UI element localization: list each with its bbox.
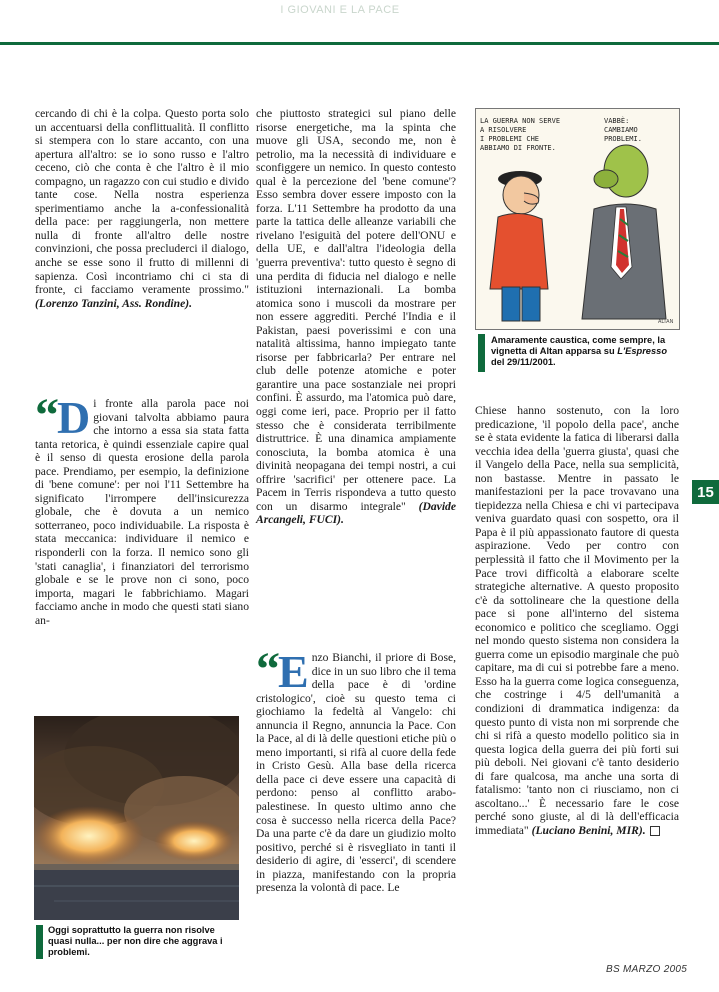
page-number-tab: 15 — [692, 480, 719, 504]
cartoon-caption-bar — [478, 334, 485, 372]
svg-text:ALTAN: ALTAN — [658, 319, 674, 325]
speech-left-3: I PROBLEMI CHE — [480, 135, 540, 143]
column-2-text — [256, 107, 456, 527]
smoke-explosion-image — [34, 716, 239, 920]
speech-right-3: PROBLEMI. — [604, 135, 642, 143]
para3-body: nzo Bianchi, il priore di Bose, dice in un suo libro che il tema della pace è di 'ordine cristologico', cioè su questo tema ci giochiamo la fedeltà al Vangelo: chi annuncia il Regno, annuncia la Pace. Con la Pace, al di là delle questioni etiche più o meno importanti, si rifà al cuore della fede in Cristo Gesù. Alla base della ricerca della pace ci deve essere una capacità di perdono: penso al conflitto arabo-palestinese. In questo ultimo anno che cosa è successo nella ricerca della Pace? Da una parte c'è da dare un giudizio molto positivo, perché si è risvegliato in tanti il desiderio di agire, di 'esserci', di scendere in piazza, manifestando con la propria presenza la volontà di pace. Le — [256, 651, 456, 895]
col1-body: cercando di chi è la colpa. Questo porta solo un accentuarsi della conflittualità. Il conflitto si stempera con lo stare accanto, con una apertura all'altro: se io sono russo e l'altro ceceno, ciò che conta è che l'altro è il mio compagno, un ragazzo con cui studio e divido tante cose. Nella nostra esperienza sperimentiamo anche la a-confessionalità della pace: per raggiungerla, non mettere nulla di fronte all'altro delle nostre convinzioni, che possa precluderci il dialogo, anche se esse sono il frutto di millenni di sapienza. Così incontriamo chi ci sta di fronte, ci facciamo veramente prossimo." — [35, 107, 249, 297]
col1-signature: (Lorenzo Tanzini, Ass. Rondine). — [35, 296, 192, 310]
col3-signature: (Luciano Benini, MIR). — [531, 823, 646, 837]
open-quote-mark: “ — [35, 389, 53, 442]
footer-issue: BS MARZO 2005 — [606, 964, 688, 975]
cartoon-caption: Amaramente caustica, come sempre, la vignetta di Altan apparsa su L'Espresso del 29/11/2001. — [491, 335, 667, 367]
end-of-article-box — [650, 826, 660, 836]
photo-caption: Oggi soprattutto la guerra non risolve quasi nulla... per non dire che aggrava i problemi. — [48, 925, 223, 957]
header-faint-title: I GIOVANI E LA PACE — [280, 4, 400, 16]
open-quote-mark: “ — [256, 643, 274, 696]
photo-caption-bar — [36, 925, 43, 959]
col2-signature: (Davide Arcangeli, FUCI). — [256, 499, 456, 527]
header-rule — [0, 42, 719, 45]
column-3-text — [475, 404, 679, 838]
war-photo — [34, 716, 239, 920]
speech-left-2: A RISOLVERE — [480, 126, 527, 134]
dropcap-d: D — [57, 392, 91, 443]
dropcap-e: E — [278, 646, 309, 697]
column-1-text — [35, 107, 249, 310]
paragraph-tanzini-next — [35, 389, 249, 627]
caption-magazine: L'Espresso — [617, 346, 667, 356]
paragraph-bianchi — [256, 643, 456, 895]
para2-body: i fronte alla parola pace noi giovani talvolta abbiamo paura che intorno a essa sia stata fatta tanta retorica, è quindi essenziale capire qual è il senso di questa erosione della parola pace. Prendiamo, per esempio, la definizione di 'bene comune': per noi l'11 Settembre ha significato l'irrompere dell'insicurezza globale, che è dovuta a un nemico sotterraneo, poco individuabile. La risposta è stata meccanica: individuare il nemico e risponderli con la forza. Il nemico sono gli 'stati canaglia', i finanziatori del terrorismo globale e se le prove non ci sono, poco importa, magari le fabbrichiamo. Magari facciamo anche in modo che questi stati siano an- — [35, 397, 249, 627]
speech-right-2: CAMBIAMO — [604, 126, 638, 134]
speech-left-4: ABBIAMO DI FRONTE. — [480, 144, 556, 152]
col3-body: Chiese hanno sostenuto, con la loro predicazione, 'il popolo della pace', anche se è stata evidente la fatica di liberarsi dalla vecchia idea della 'guerra giusta', quasi che il Vangelo della Pace, nella sua semplicità, non bastasse. Mentre in passato le manifestazioni per la pace trovavano una tiepidezza nella Chiesa e chi vi partecipava veniva guardato quasi con sospetto, ora il Papa è il più appassionato fautore di questa aspirazione. Vedo per contro con perplessità il fatto che il Movimento per la Pace trovi difficoltà a elaborare scelte strategiche alternative. A questo proposito c'è da sottolineare che la questione della pace si pone all'interno del sistema economico e politico che scegliamo. Oggi nel mondo questo sistema non considera la guerra come un episodio marginale che può capitare, ma di cui si potrebbe fare a meno. Esso ha la guerra come logica conseguenza, che costringe i 4/5 dell'umanità a condizioni di drammatica indigenza: da questo punto di vista non mi sorprende che chi si rifà a questo modello politico sia in questa logica della guerra dei più forti sui più deboli. Nei giovani c'è tanto desiderio di fare qualcosa, ma anche una sorta di fatalismo: 'tanto non ci riusciamo, non ci ascoltano...' È necessario fare le cose perché sono giuste, al di là dell'efficacia immediata" — [475, 404, 679, 837]
speech-right-1: VABBÈ: — [604, 117, 630, 125]
speech-left-1: LA GUERRA NON SERVE — [480, 117, 561, 125]
col2-body: che piuttosto strategici sul piano delle risorse energetiche, ma la spinta che muove gli USA, secondo me, non è petrolio, ma la necessità di individuare e sconfiggere un nemico. In questo contesto qual è la percezione del 'bene comune'? Esso sembra dover essere imposto con la forza. L'11 Settembre ha prodotto da una parte la tattica delle alleanze variabili che rivelano l'esiguità del potere dell'ONU e della UE, e dall'altra l'ideologia della 'guerra preventiva': tutto questo è segno di una perdita di fiducia nel dialogo e nelle istituzioni internazionali. La bomba atomica sono i muscoli da mostrare per non essere aggrediti. Perché l'India e il Pakistan, paesi poverissimi e con una natalità altissima, hanno impiegato tante risorse per fabbricarla? Per entrare nel club delle potenze atomiche e poter garantire una pace sostanziale nei propri confini. È assurdo, ma l'atomica può dare, oggi come ieri, pace. Proprio per il fatto stesso che è considerata terribilmente distruttrice. È una dinamica ampiamente conosciuta, la bomba atomica è una divinità neopagana dei tempi nostri, a cui offrire 'sacrifici' per ottenere pace. La Pacem in Terris rispondeva a tutto questo con un disarmo integrale" — [256, 107, 456, 513]
cartoon-illustration — [476, 109, 679, 329]
altan-cartoon — [475, 108, 680, 330]
